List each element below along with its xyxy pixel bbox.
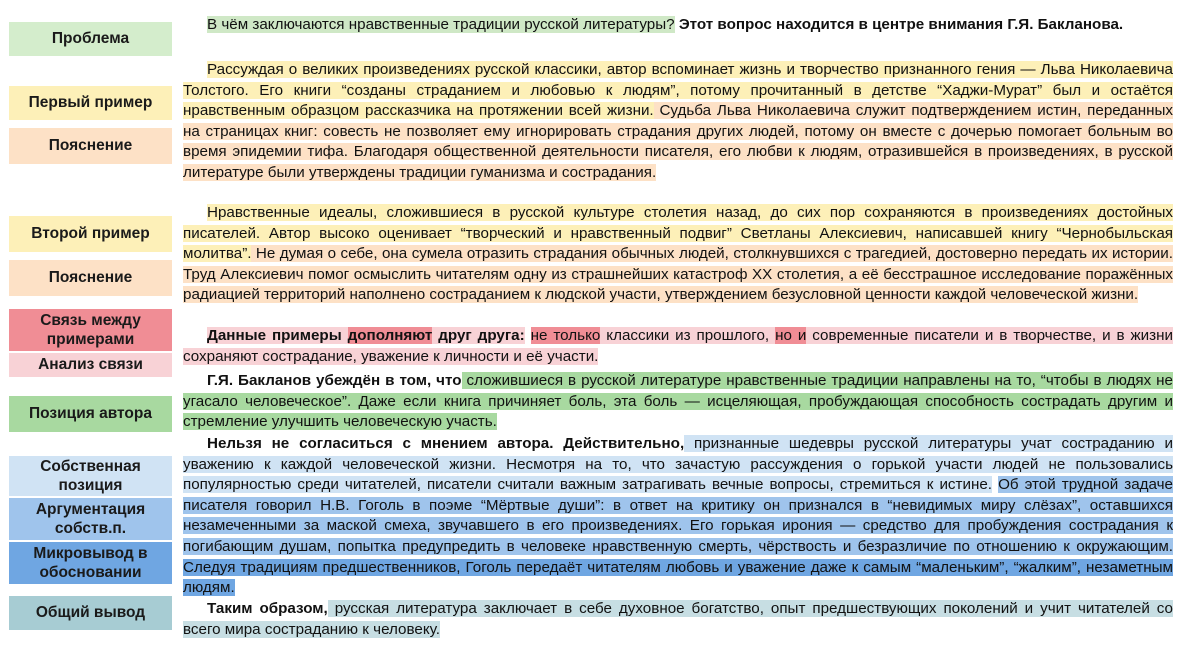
label-explanation-2-text: Пояснение	[48, 269, 133, 286]
link-lead-a: Данные примеры	[207, 327, 348, 344]
link-connector-2: но и	[775, 327, 807, 344]
label-micro-conclusion-text: Микровывод в обосновании	[33, 545, 148, 581]
label-link-text: Связь между примерами	[40, 312, 141, 348]
micro-conclusion-text: Следуя традициям предшественников, Гоголь передаёт читателям любовь и уважение даже к самым “маленьким”, “жалким”, незаметным людям.	[183, 558, 1173, 597]
label-explanation-1-text: Пояснение	[48, 137, 133, 154]
label-own-position	[9, 456, 172, 496]
paragraph-own-position	[183, 434, 1173, 599]
paragraph-problem	[183, 15, 1173, 36]
problem-statement: Этот вопрос находится в центре внимания Г.Я. Бакланова.	[674, 16, 1124, 33]
own-position-lead: Нельзя не согласиться с мнением автора. Действительно,	[207, 435, 685, 452]
paragraph-author-position	[183, 371, 1173, 433]
own-position-text: признанные шедевры русской литературы учат состраданию и уважению к каждой человеческой жизни. Несмотря на то, что зачастую рассуждения о горькой участи людей не пользовались популярностью среди читателей, писатели считали важным затрагивать вечные вопросы, стремиться к истине.	[183, 435, 1173, 494]
paragraph-general-conclusion	[183, 599, 1173, 640]
label-own-position-text: Собственная позиция	[40, 458, 141, 494]
link-space	[525, 327, 531, 344]
label-general-conclusion-text: Общий вывод	[35, 604, 146, 621]
link-lead-b: друг друга:	[432, 327, 525, 344]
conclusion-lead: Таким образом,	[207, 600, 328, 617]
author-position-text: сложившиеся в русской литературе нравственные традиции направлены на то, “чтобы в людях не угасало человеческое”. Даже если книга причиняет боль, эта боль — исцеляющая, пробуждающая способность сострадать другим и стремление улучшить человеческую участь.	[183, 372, 1174, 431]
paragraph-example-2	[183, 203, 1173, 306]
label-own-argument-text: Аргументация собств.п.	[35, 501, 146, 537]
paragraph-link	[183, 326, 1173, 367]
problem-question: В чём заключаются нравственные традиции русской литературы?	[207, 16, 675, 33]
label-micro-conclusion	[9, 542, 172, 584]
label-example-2	[9, 216, 172, 252]
label-problem	[9, 22, 172, 56]
link-analysis-a: классики из прошлого,	[600, 327, 776, 344]
label-link-between-examples	[9, 309, 172, 351]
label-example-2-text: Второй пример	[31, 225, 150, 242]
link-connector-1: не только	[530, 327, 601, 344]
label-general-conclusion	[9, 596, 172, 630]
explanation-2-text: Не думая о себе, она сумела отразить страдания обычных людей, столкнувшихся с трагедией, достоверно передать их истории. Труд Алексиевич помог осмыслить читателям одну из страшнейших катастроф XX столетия, а её бесстрашное исследование поражённых радиацией территорий наполнено состраданием к людской участи, утверждением безусловной ценности каждой человеческой жизни.	[183, 245, 1173, 304]
label-author-position	[9, 396, 172, 432]
example-1-text: Рассуждая о великих произведениях русской классики, автор вспоминает жизнь и творчество признанного гения — Льва Николаевича Толстого. Его книги “созданы страданием и любовью к людям”, потому прочитанный в детстве “Хаджи-Мурат” был и остаётся нравственным образцом рассказчика на протяжении всей жизни.	[183, 61, 1173, 120]
paragraph-example-1	[183, 60, 1173, 184]
label-author-position-text: Позиция автора	[29, 405, 152, 422]
label-link-analysis	[9, 353, 172, 377]
link-keyword: дополняют	[347, 327, 433, 344]
label-explanation-2	[9, 260, 172, 296]
label-explanation-1	[9, 128, 172, 164]
label-problem-text: Проблема	[51, 30, 130, 47]
conclusion-text: русская литература заключает в себе духовное богатство, опыт предшествующих поколений и учит читателей со всего мира состраданию к человеку.	[183, 600, 1173, 638]
example-2-text: Нравственные идеалы, сложившиеся в русской культуре столетия назад, до сих пор сохраняются в произведениях достойных писателей. Автор высоко оценивает “творческий и нравственный подвиг” Светланы Алексиевич, написавшей книгу “Чернобыльская молитва”.	[183, 204, 1173, 263]
own-argument-text: Об этой трудной задаче писателя говорил Н.В. Гоголь в поэме “Мёртвые души”: в ответ на критику он признался в “невидимых миру слёзах”, оставшихся незамеченными за маской смеха, звучавшего в его произведениях. Его горькая ирония — средство для пробуждения сострадания к погибающим душам, попытка предупредить в человеке нравственную смерть, чёрствость и безразличие по отношению к окружающим.	[183, 476, 1174, 555]
label-example-1	[9, 86, 172, 120]
label-link-analysis-text: Анализ связи	[38, 356, 143, 373]
label-own-argument	[9, 498, 172, 540]
link-analysis-b: современные писатели и в творчестве, и в жизни сохраняют сострадание, уважение к личности и её участи.	[183, 327, 1173, 365]
author-position-lead: Г.Я. Бакланов убеждён в том, что	[207, 372, 462, 389]
label-example-1-text: Первый пример	[28, 94, 153, 111]
explanation-1-text: Судьба Льва Николаевича служит подтверждением истин, переданных на страницах книг: совесть не позволяет ему игнорировать страдания других людей, потому он вместе с дочерью помогает больным во время эпидемии тифа. Благодаря общественной деятельности писателя, его любви к людям, отразившейся в произведениях, в русской литературе были утверждены традиции гуманизма и сострадания.	[183, 102, 1174, 181]
